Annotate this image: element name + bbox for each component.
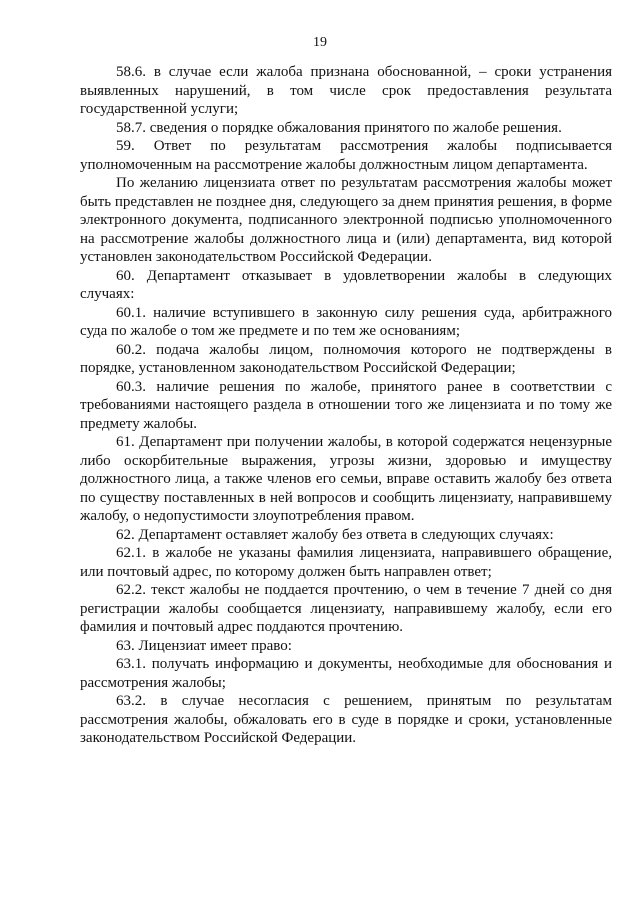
paragraph-63: 63. Лицензиат имеет право: [116,637,292,654]
paragraph-58-7: 58.7. сведения о порядке обжалования принятого по жалобе решения. [116,119,562,136]
paragraph-60-1: 60.1. наличие вступившего в законную силу решения суда, арбитражного суда по жалобе о том же предмете и по тем же основаниям; [80,304,612,339]
paragraph-60-3: 60.3. наличие решения по жалобе, принятого ранее в соответствии с требованиями настоящего раздела в отношении того же лицензиата и по тому же предмету жалобы. [80,378,612,432]
paragraph-62: 62. Департамент оставляет жалобу без ответа в следующих случаях: [116,526,554,543]
paragraph-58-6: 58.6. в случае если жалоба признана обоснованной, – сроки устранения выявленных нарушений, в том числе срок предоставления результата государственной услуги; [80,64,612,117]
paragraph-63-2: 63.2. в случае несогласия с решением, принятым по результатам рассмотрения жалобы, обжаловать его в суде в порядке и сроки, установленные законодательством Российской Федерации. [80,693,612,746]
paragraph-60: 60. Департамент отказывает в удовлетворении жалобы в следующих случаях: [80,267,612,302]
paragraph-63-1: 63.1. получать информацию и документы, необходимые для обоснования и рассмотрения жалобы; [80,656,612,691]
paragraph-59: 59. Ответ по результатам рассмотрения жалобы подписывается уполномоченным на рассмотрение жалобы должностным лицом департамента. [80,138,612,173]
paragraph-62-2: 62.2. текст жалобы не поддается прочтению, о чем в течение 7 дней со дня регистрации жалобы сообщается лицензиату, направившему жалобу, если его фамилия и почтовый адрес поддаются прочтению. [80,582,612,635]
paragraph-59-electronic-response: По желанию лицензиата ответ по результатам рассмотрения жалобы может быть представлен не позднее дня, следующего за днем принятия решения, в форме электронного документа, подписанного электронной подписью уполномоченного на рассмотрение жалобы должностного лица и (или) департамента, вид которой установлен законодательством Российской Федерации. [80,175,612,265]
paragraph-61: 61. Департамент при получении жалобы, в которой содержатся нецензурные либо оскорбительные выражения, угрозы жизни, здоровью и имуществу должностного лица, а также членов его семьи, вправе оставить жалобу без ответа по существу поставленных в ней вопросов и сообщить лицензиату, направившему жалобу, о недопустимости злоупотребления правом. [80,434,612,524]
page-number: 19 [313,35,327,50]
document-body [80,63,612,748]
paragraph-60-2: 60.2. подача жалобы лицом, полномочия которого не подтверждены в порядке, установленном законодательством Российской Федерации; [80,341,612,376]
paragraph-62-1: 62.1. в жалобе не указаны фамилия лицензиата, направившего обращение, или почтовый адрес, по которому должен быть направлен ответ; [80,545,612,580]
